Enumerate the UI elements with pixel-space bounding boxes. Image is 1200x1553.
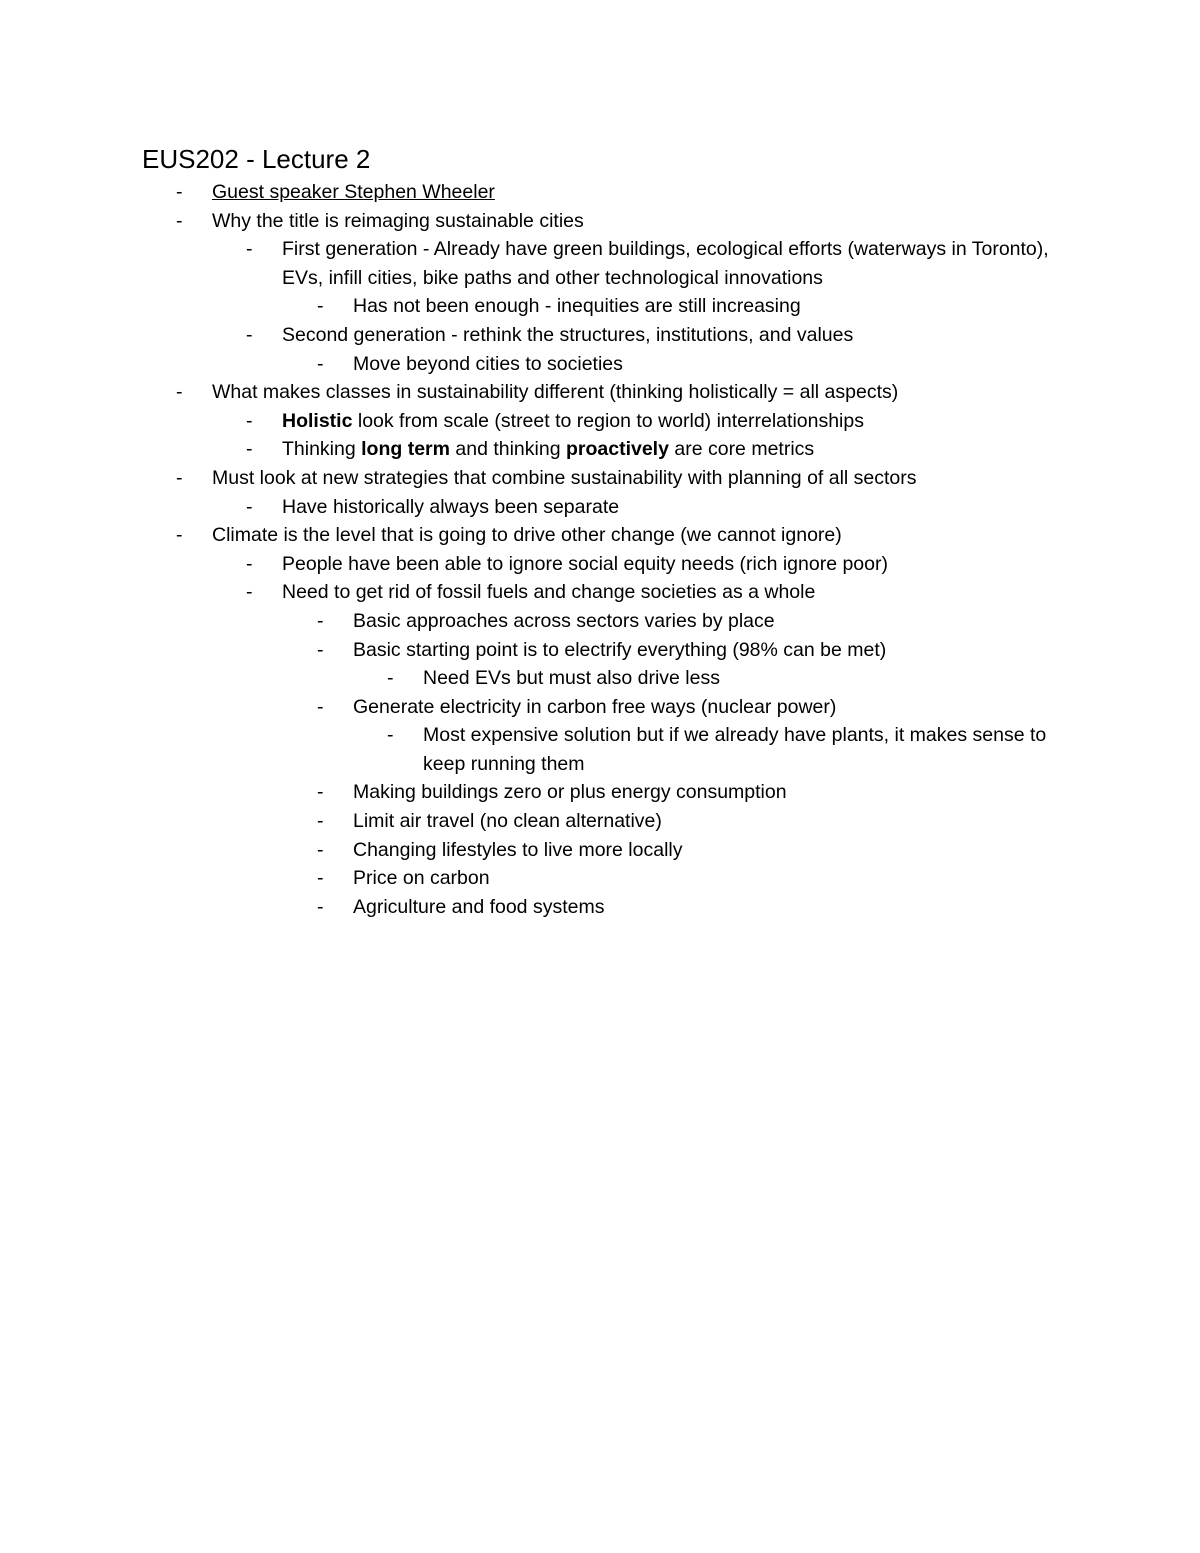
list-item-text: First generation - Already have green buildings, ecological efforts (waterways in Toronto), EVs, infill cities, bike paths and other technological innovations bbox=[282, 238, 1049, 289]
list-item bbox=[142, 435, 1062, 464]
list-item-text: Changing lifestyles to live more locally bbox=[353, 838, 683, 861]
list-item bbox=[142, 578, 1062, 607]
bullet-dash: - bbox=[246, 552, 253, 575]
list-item-text: Why the title is reimaging sustainable cities bbox=[212, 209, 584, 232]
bullet-dash: - bbox=[387, 667, 394, 690]
list-item bbox=[142, 207, 1062, 236]
list-item-text: Making buildings zero or plus energy consumption bbox=[353, 781, 787, 804]
bullet-dash: - bbox=[176, 181, 183, 203]
list-item-text: What makes classes in sustainability different (thinking holistically = all aspects) bbox=[212, 381, 899, 404]
bullet-dash: - bbox=[176, 524, 183, 547]
list-item-text: Price on carbon bbox=[353, 867, 490, 890]
list-item-text: Second generation - rethink the structures, institutions, and values bbox=[282, 323, 854, 346]
bullet-dash: - bbox=[246, 323, 253, 346]
list-item-text: and thinking bbox=[449, 438, 566, 461]
list-item bbox=[142, 235, 1062, 292]
list-item bbox=[142, 407, 1062, 436]
bullet-dash: - bbox=[387, 724, 394, 747]
bullet-dash: - bbox=[176, 209, 183, 232]
list-item-text: Have historically always been separate bbox=[282, 495, 620, 518]
list-item-text: Need to get rid of fossil fuels and change societies as a whole bbox=[282, 581, 816, 604]
lecture-notes bbox=[142, 141, 1062, 921]
list-item-text: Basic approaches across sectors varies by place bbox=[353, 609, 775, 632]
list-item bbox=[142, 607, 1062, 636]
bullet-dash: - bbox=[317, 638, 324, 661]
list-item-text: Basic starting point is to electrify everything (98% can be met) bbox=[353, 638, 887, 661]
list-item bbox=[142, 778, 1062, 807]
bullet-dash: - bbox=[176, 466, 183, 489]
bullet-dash: - bbox=[317, 609, 324, 632]
bullet-dash: - bbox=[246, 495, 253, 518]
bullet-dash: - bbox=[317, 895, 324, 918]
list-item bbox=[142, 836, 1062, 865]
list-item bbox=[142, 378, 1062, 407]
bullet-dash: - bbox=[246, 238, 253, 261]
list-item bbox=[142, 864, 1062, 893]
list-item-text: Thinking bbox=[282, 438, 362, 461]
bullet-dash: - bbox=[317, 295, 324, 318]
list-item-text: Need EVs but must also drive less bbox=[423, 667, 720, 690]
list-item bbox=[142, 807, 1062, 836]
list-item-text: Move beyond cities to societies bbox=[353, 352, 623, 375]
list-item bbox=[142, 893, 1062, 922]
list-item-text: Must look at new strategies that combine sustainability with planning of all sectors bbox=[212, 466, 917, 489]
list-item bbox=[142, 550, 1062, 579]
list-item-text: Agriculture and food systems bbox=[353, 895, 605, 918]
list-item-text: Climate is the level that is going to drive other change (we cannot ignore) bbox=[212, 524, 842, 547]
list-item bbox=[142, 350, 1062, 379]
bullet-dash: - bbox=[246, 438, 253, 461]
bullet-dash: - bbox=[317, 781, 324, 804]
list-item bbox=[142, 521, 1062, 550]
page-title: EUS202 - Lecture 2 bbox=[142, 144, 371, 174]
list-item-text: Generate electricity in carbon free ways (nuclear power) bbox=[353, 695, 837, 718]
bullet-dash: - bbox=[317, 352, 324, 375]
list-item bbox=[142, 721, 1062, 778]
list-item-text: Most expensive solution but if we already have plants, it makes sense to keep running them bbox=[423, 724, 1047, 775]
list-item bbox=[142, 636, 1062, 665]
bullet-dash: - bbox=[176, 381, 183, 404]
list-item bbox=[142, 493, 1062, 522]
list-item bbox=[142, 178, 1062, 207]
list-item-text: People have been able to ignore social equity needs (rich ignore poor) bbox=[282, 552, 888, 575]
list-item-text: Guest speaker Stephen Wheeler bbox=[212, 181, 495, 203]
bold-term: Holistic bbox=[282, 409, 353, 432]
bullet-dash: - bbox=[246, 581, 253, 604]
bullet-dash: - bbox=[317, 695, 324, 718]
bullet-dash: - bbox=[246, 409, 253, 432]
bullet-dash: - bbox=[317, 867, 324, 890]
bullet-dash: - bbox=[317, 838, 324, 861]
list-item-text: are core metrics bbox=[668, 438, 815, 461]
bold-term: long term bbox=[361, 438, 450, 461]
list-item bbox=[142, 664, 1062, 693]
list-item-text: Limit air travel (no clean alternative) bbox=[353, 810, 662, 833]
list-item bbox=[142, 321, 1062, 350]
list-item bbox=[142, 464, 1062, 493]
list-item bbox=[142, 292, 1062, 321]
bold-term: proactively bbox=[565, 438, 669, 461]
list-item-text: Has not been enough - inequities are still increasing bbox=[353, 295, 801, 318]
bullet-dash: - bbox=[317, 810, 324, 833]
list-item-text: look from scale (street to region to world) interrelationships bbox=[352, 409, 864, 432]
list-item bbox=[142, 693, 1062, 722]
